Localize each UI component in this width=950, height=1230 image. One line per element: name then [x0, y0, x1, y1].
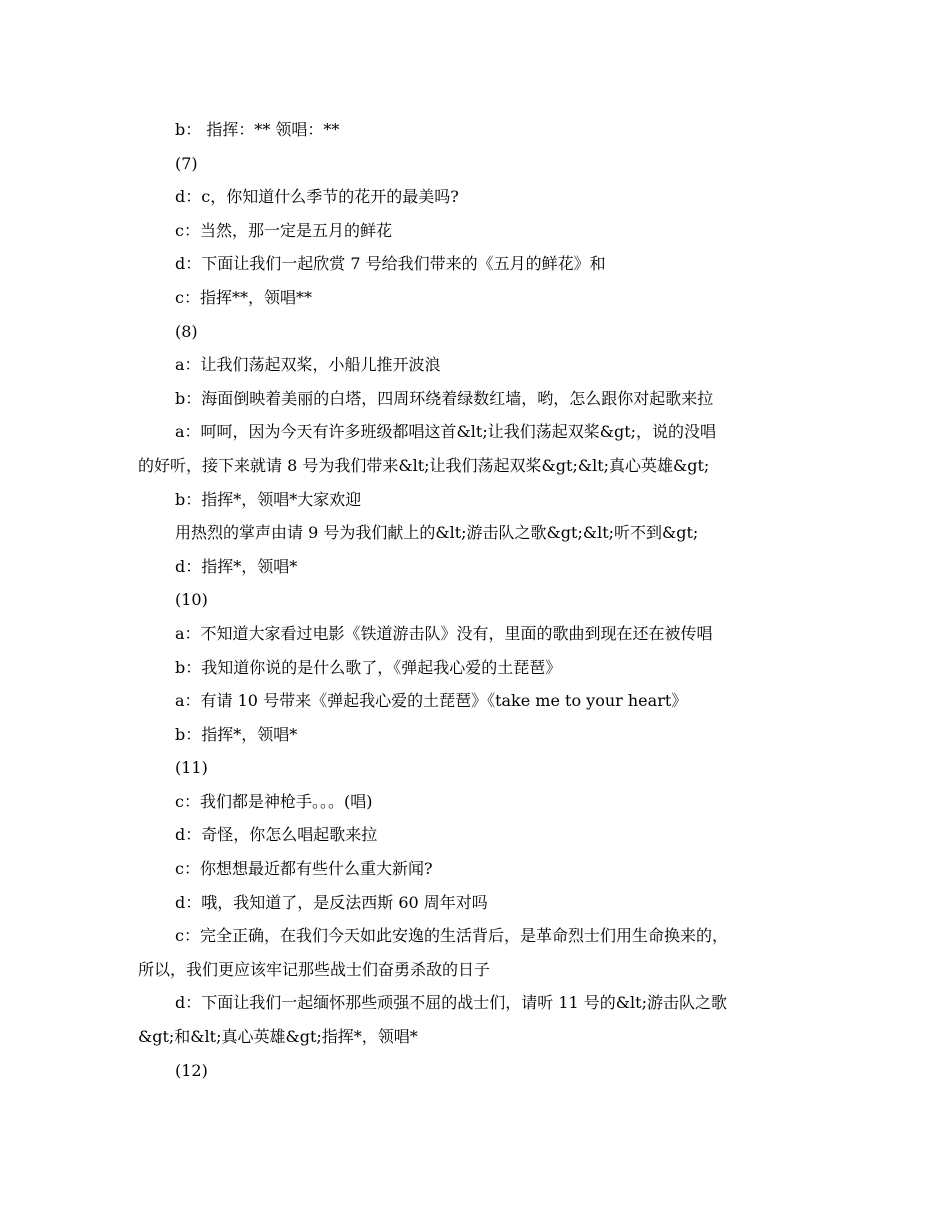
text-line: d：指挥*，领唱*: [175, 556, 298, 576]
text-line: d：哦，我知道了，是反法西斯 60 周年对吗: [175, 892, 488, 912]
section-number: (8): [175, 321, 198, 341]
text-line: d：下面让我们一起缅怀那些顽强不屈的战士们，请听 11 号的&lt;游击队之歌: [175, 993, 727, 1013]
section-number: (10): [175, 590, 208, 610]
text-line: b：海面倒映着美丽的白塔，四周环绕着绿数红墙，哟，怎么跟你对起歌来拉: [175, 388, 714, 408]
text-line-continuation: &gt;和&lt;真心英雄&gt;指挥*，领唱*: [138, 1027, 418, 1047]
section-number: (12): [175, 1060, 208, 1080]
text-line: d：c，你知道什么季节的花开的最美吗?: [175, 187, 459, 207]
text-line: c：完全正确，在我们今天如此安逸的生活背后，是革命烈士们用生命换来的，: [175, 926, 728, 946]
text-line: 用热烈的掌声由请 9 号为我们献上的&lt;游击队之歌&gt;&lt;听不到&gt;: [175, 523, 699, 543]
text-line: c：你想想最近都有些什么重大新闻?: [175, 859, 433, 879]
text-line: c：指挥**，领唱**: [175, 287, 312, 307]
text-line: c：当然，那一定是五月的鲜花: [175, 220, 392, 240]
text-line: b：我知道你说的是什么歌了，《弹起我心爱的土琵琶》: [175, 657, 562, 677]
document-body: [138, 113, 828, 1087]
text-line-continuation: 所以，我们更应该牢记那些战士们奋勇杀敌的日子: [138, 959, 491, 979]
text-line: b：指挥*，领唱*: [175, 724, 298, 744]
text-line: a：让我们荡起双桨，小船儿推开波浪: [175, 355, 441, 375]
text-line: a：呵呵，因为今天有许多班级都唱这首&lt;让我们荡起双桨&gt;，说的没唱: [175, 422, 717, 442]
text-line: d：奇怪，你怎么唱起歌来拉: [175, 825, 378, 845]
text-line: d：下面让我们一起欣赏 7 号给我们带来的《五月的鲜花》和: [175, 254, 606, 274]
text-line: c：我们都是神枪手。。。(唱): [175, 791, 373, 811]
section-number: (7): [175, 153, 198, 173]
text-line: a：不知道大家看过电影《铁道游击队》没有，里面的歌曲到现在还在被传唱: [175, 623, 713, 643]
text-line: a：有请 10 号带来《弹起我心爱的土琵琶》《take me to your heart》: [175, 691, 688, 711]
text-line-continuation: 的好听，接下来就请 8 号为我们带来&lt;让我们荡起双桨&gt;&lt;真心英雄&gt;: [138, 455, 710, 475]
text-line: b：指挥*，领唱*大家欢迎: [175, 489, 362, 509]
section-number: (11): [175, 758, 208, 778]
text-line: b： 指挥：** 领唱：**: [175, 120, 340, 139]
